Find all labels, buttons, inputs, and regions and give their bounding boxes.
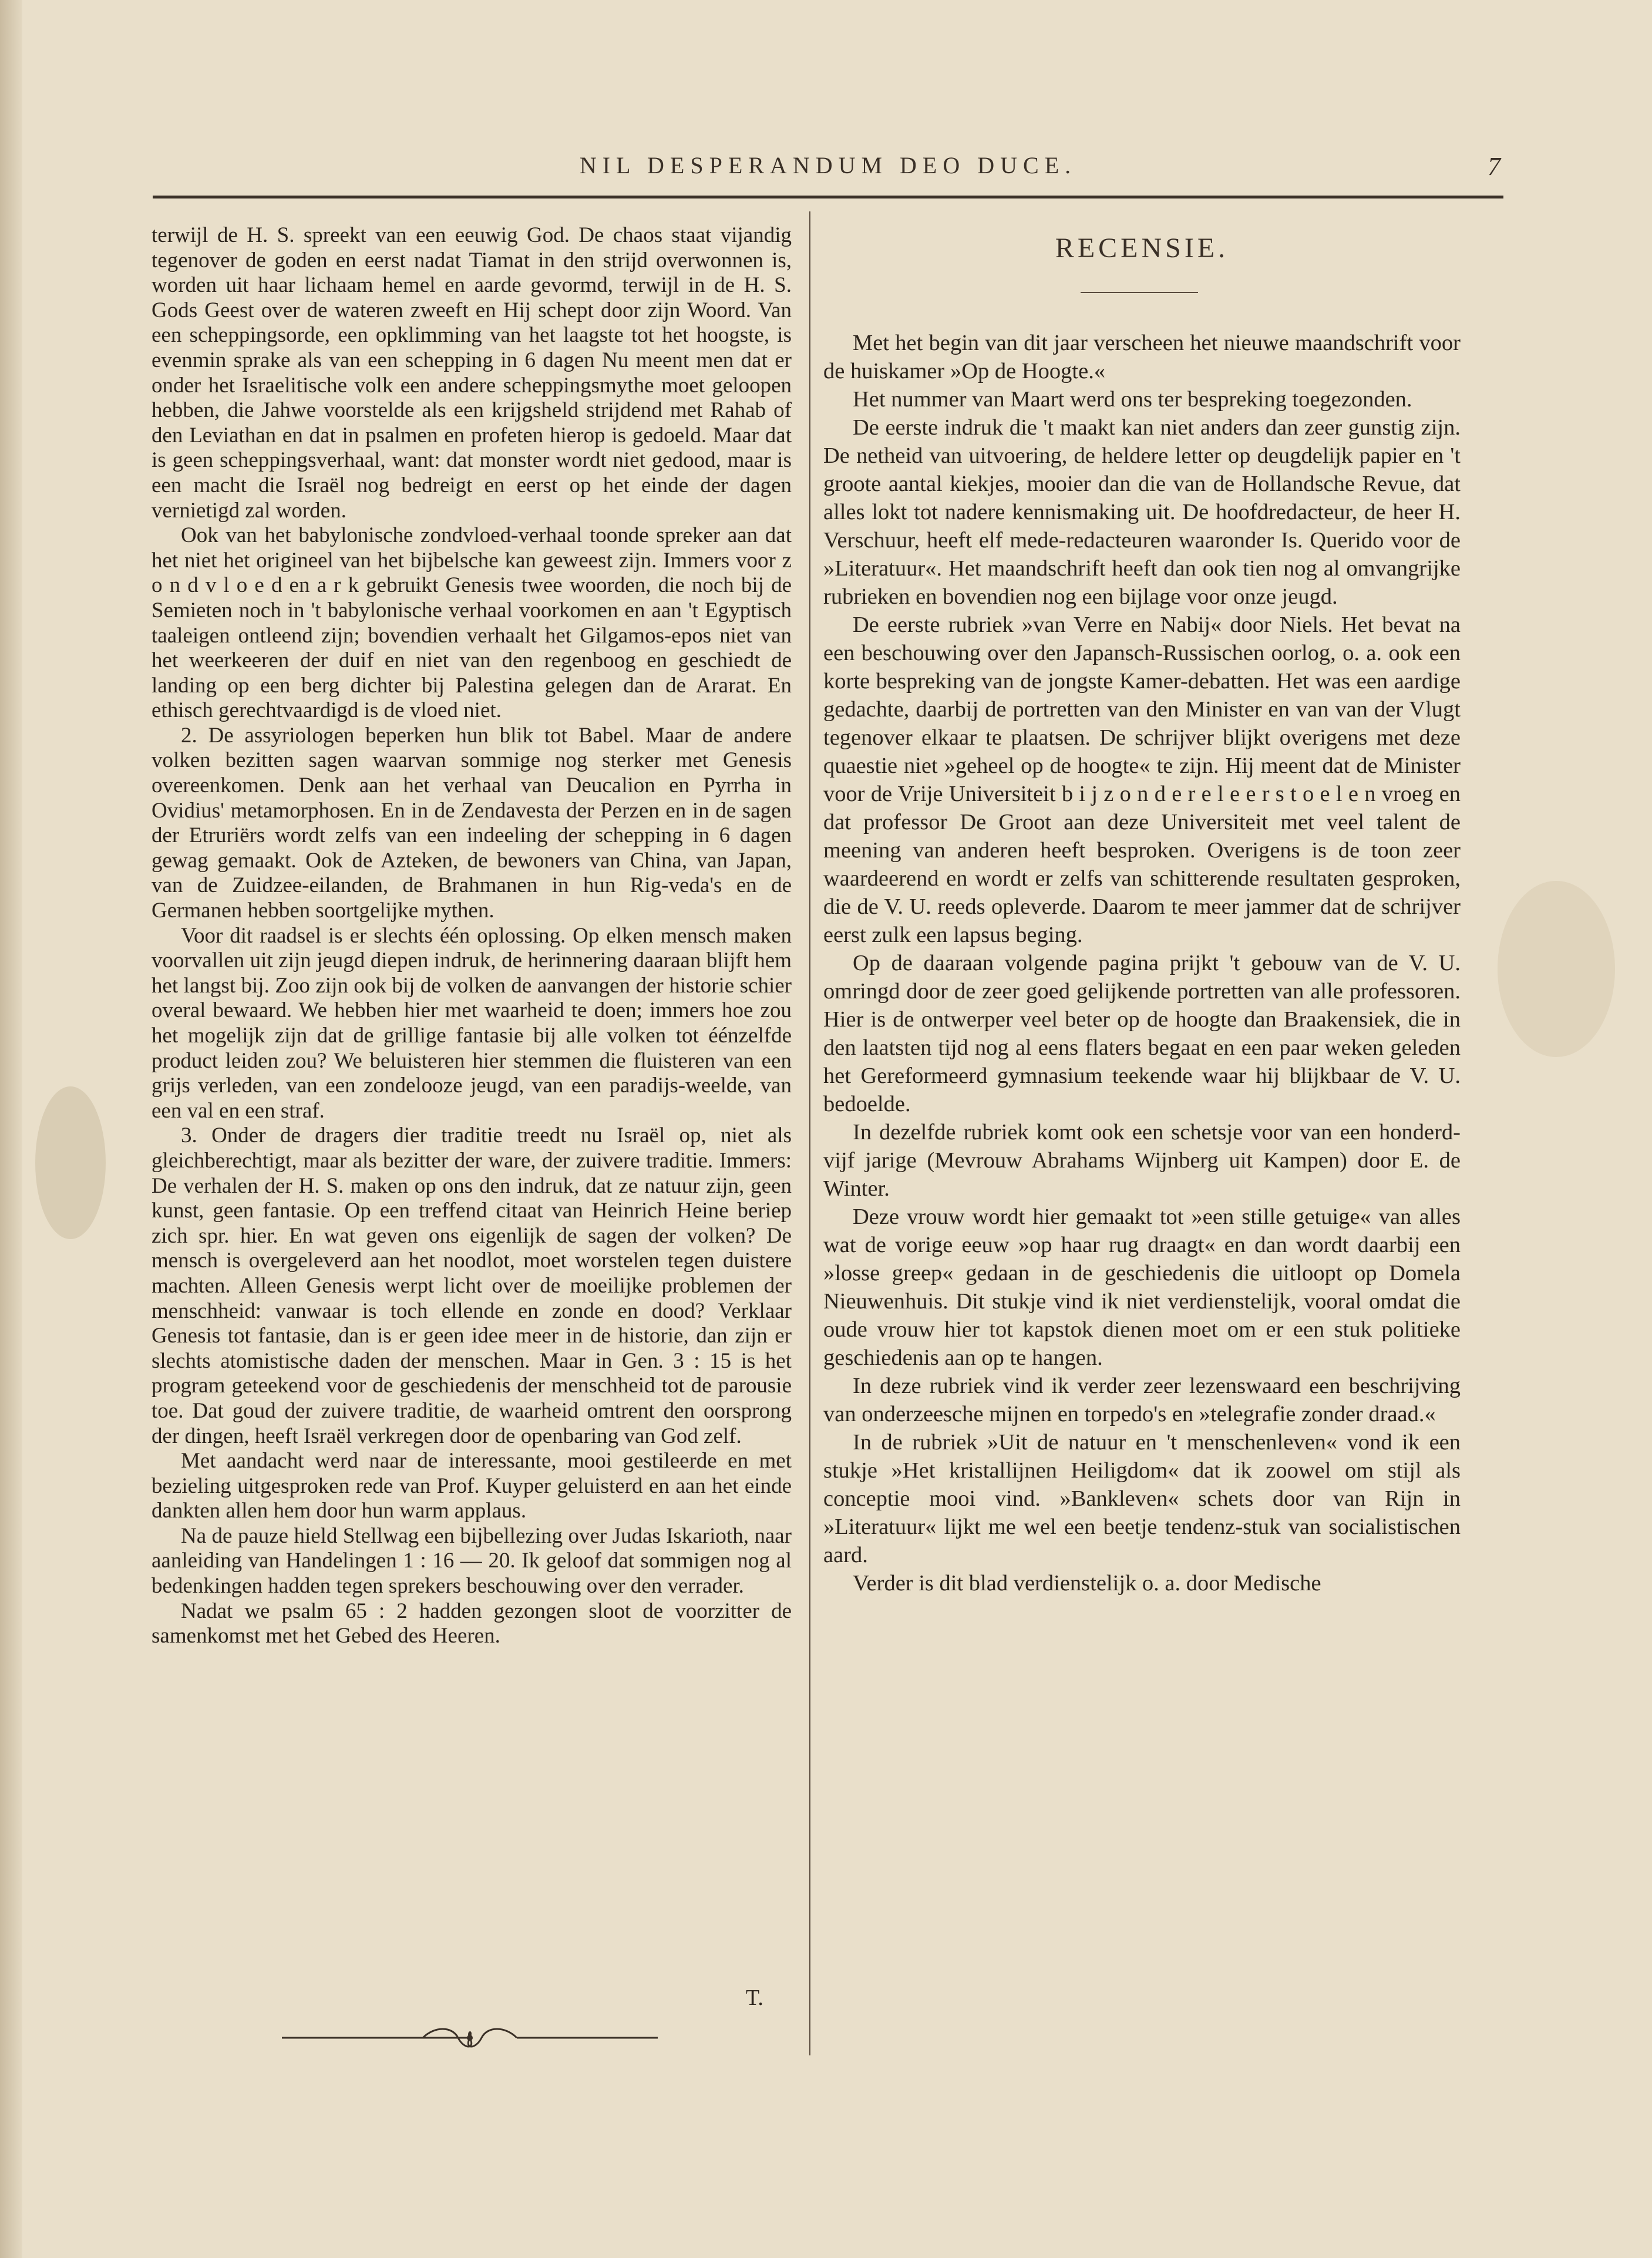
paper-stain <box>35 1086 106 1239</box>
paragraph: Met het begin van dit jaar verscheen het nieuwe maandschrift voor de huiskamer »Op de Hoogte.« <box>823 331 1461 383</box>
right-column <box>823 329 1461 1597</box>
paragraph: terwijl de H. S. spreekt van een eeuwig God. De chaos staat vijandig tegenover de goden en eerst nadat Tiamat in den strijd overwonnen is, worden uit haar lichaam hemel en aarde gevormd, terwijl in de H. S. Gods Geest over de wateren zweeft en Hij schept door zijn Woord. Van een scheppingsorde, een opklimming van het laagste tot het hoogste, is evenmin sprake als van een schepping in 6 dagen Nu meent men dat er onder het Israelitische volk een andere scheppingsmythe moet geloopen hebben, die Jahwe voorstelde als een krijgsheld strijdend met Rahab of den Leviathan en dat in psalmen en profeten hierop is gedoeld. Maar dat is geen scheppingsverhaal, want: dat monster wordt niet gedood, maar is een macht die Israël nog bedreigt en eerst op het einde der dagen vernietigd zal worden. <box>152 223 792 523</box>
paragraph: In de rubriek »Uit de natuur en 't menschenleven« vond ik een stukje »Het kristallijnen Heiligdom« dat ik zoowel om stijl als conceptie mooi vind. »Bankleven« schets door van Rijn in »Literatuur« lijkt me wel een beetje tendenz-stuk van socialistischen aard. <box>823 1430 1461 1567</box>
paragraph: Ook van het babylonische zondvloed-verhaal toonde spreker aan dat het niet het origineel van het bijbelsche kan geweest zijn. Immers voor z o n d v l o e d en a r k gebruikt Genesis twee woorden, die noch bij de Semieten noch in 't babylonische verhaal voorkomen en aan 't Egyptisch taaleigen ontleend zijn; bovendien verhaalt het Gilgamos-epos niet van het weerkeeren der duif en niet van den regenboog en geschiedt de landing op een berg dichter bij Palestina gelegen dan de Ararat. En ethisch gerechtvaardigd is de vloed niet. <box>152 523 792 723</box>
paragraph: 2. De assyriologen beperken hun blik tot Babel. Maar de andere volken bezitten sagen waarvan sommige nog sterker met Genesis overeenkomen. Denk aan het verhaal van Deucalion en Pyrrha in Ovidius' metamorphosen. En in de Zendavesta der Perzen en in de sagen der Etruriërs wordt zelfs van een indeeling der schepping in 6 dagen gewag gemaakt. Ook de Azteken, de bewoners van China, van Japan, van de Zuidzee-eilanden, de Brahmanen in hun Rig-veda's en de Germanen hebben soortgelijke mythen. <box>152 723 792 923</box>
paragraph: De eerste indruk die 't maakt kan niet anders dan zeer gunstig zijn. De netheid van uitvoering, de heldere letter op deugdelijk papier en 't groote aantal kiekjes, mooier dan die van de Hollandsche Revue, dat alles lokt tot nadere kennismaking uit. De hoofdredacteur, de heer H. Verschuur, heeft elf mede-redacteuren waaronder Is. Querido voor de »Literatuur«. Het maandschrift heeft dan ook tien nog al omvangrijke rubrieken en bovendien nog een bijlage voor onze jeugd. <box>823 415 1461 609</box>
paragraph: Nadat we psalm 65 : 2 hadden gezongen sloot de voorzitter de samenkomst met het Gebed des Heeren. <box>152 1599 792 1648</box>
paragraph: Voor dit raadsel is er slechts één oplossing. Op elken mensch maken voorvallen uit zijn jeugd diepen indruk, de herinnering daaraan blijft hem het langst bij. Zoo zijn ook bij de volken de aanvangen der historie schier overal bewaard. We hebben hier met waarheid te doen; immers hoe zou het mogelijk zijn dat de grillige fantasie bij alle volken tot éénzelfde product leiden zou? We beluisteren hier stemmen die fluisteren van een grijs verleden, van een zondelooze jeugd, van een paradijs-weelde, van een val en een straf. <box>152 923 792 1123</box>
paragraph: De eerste rubriek »van Verre en Nabij« door Niels. Het bevat na een beschouwing over den Japansch-Russischen oorlog, o. a. ook een korte bespreking van de jongste Kamer-debatten. Het was een aardige gedachte, daarbij de portretten van den Minister en van van der Vlugt tegenover elkaar te plaatsen. De schrijver blijkt overigens met deze quaestie niet »geheel op de hoogte« te zijn. Hij meent dat de Minister voor de Vrije Universiteit b i j z o n d e r e l e e r s t o e l e n vroeg en dat professor De Groot aan deze Universiteit met veel talent de meening van anderen heeft besproken. Overigens is de toon zeer waardeerend en wordt er zelfs van schitterende resultaten gesproken, die de V. U. reeds opleverde. Daarom te meer jammer dat de schrijver eerst zulk een lapsus beging. <box>823 613 1461 947</box>
ornament-divider <box>282 2020 658 2055</box>
paragraph: Na de pauze hield Stellwag een bijbellezing over Judas Iskarioth, naar aanleiding van Handelingen 1 : 16 — 20. Ik geloof dat sommigen nog al bedenkingen hadden tegen sprekers beschouwing over den verrader. <box>152 1523 792 1599</box>
heading-rule <box>1081 292 1198 293</box>
column-divider <box>809 211 810 2055</box>
section-heading: RECENSIE. <box>1055 233 1229 264</box>
paragraph: Verder is dit blad verdienstelijk o. a. door Medische <box>853 1571 1321 1596</box>
page-edge <box>0 0 22 2258</box>
header-rule <box>153 196 1503 198</box>
page-number: 7 <box>1488 152 1500 181</box>
page-header <box>156 152 1500 194</box>
paragraph: Op de daaraan volgende pagina prijkt 't gebouw van de V. U. omringd door de zeer goed gelijkende portretten van alle professoren. Hier is de ontwerper veel beter op de hoogte dan Braakensiek, die in den laatsten tijd nog al eens flaters begaat en een paar weken geleden het Gereformeerd gymnasium teekende waar hij blijkbaar de V. U. bedoelde. <box>823 951 1461 1116</box>
paragraph: Met aandacht werd naar de interessante, mooi gestileerde en met bezieling uitgesproken rede van Prof. Kuyper geluisterd en aan het einde dankten allen hem door hun warm applaus. <box>152 1449 792 1523</box>
paper-stain <box>1498 881 1615 1057</box>
left-column <box>152 223 792 1649</box>
paragraph: In dezelfde rubriek komt ook een schetsje voor van een honderd-vijf jarige (Mevrouw Abrahams Wijnberg uit Kampen) door E. de Winter. <box>823 1120 1461 1201</box>
running-title: NIL DESPERANDUM DEO DUCE. <box>579 152 1077 179</box>
paragraph: Het nummer van Maart werd ons ter bespreking toegezonden. <box>853 387 1412 412</box>
author-signature: T. <box>746 1986 763 2010</box>
paragraph: In deze rubriek vind ik verder zeer lezenswaard een beschrijving van onderzeesche mijnen en torpedo's en »telegrafie zonder draad.« <box>823 1374 1461 1426</box>
paragraph: Deze vrouw wordt hier gemaakt tot »een stille getuige« van alles wat de vorige eeuw »op haar rug draagt« en dan wordt daarbij een »losse greep« gedaan in de geschiedenis die uitloopt op Domela Nieuwenhuis. Dit stukje vind ik niet verdienstelijk, vooral omdat die oude vrouw hier tot kapstok dienen moet om er een stuk politieke geschiedenis aan op te hangen. <box>823 1204 1461 1370</box>
paragraph: 3. Onder de dragers dier traditie treedt nu Israël op, niet als gleichberechtigt, maar als bezitter der ware, der zuivere traditie. Immers: De verhalen der H. S. maken op ons den indruk, dat ze natuur zijn, geen kunst, geen fantasie. Op een treffend citaat van Heinrich Heine beriep zich spr. hier. En wat geven ons eigenlijk de sagen der volken? De mensch is overgeleverd aan het noodlot, moet worstelen tegen duistere machten. Alleen Genesis werpt licht over de moeilijke problemen der menschheid: vanwaar is toch ellende en zonde en dood? Verklaar Genesis tot fantasie, dan is er geen idee meer in de historie, dan zijn er slechts atomistische daden der menschen. Maar in Gen. 3 : 15 is het program geteekend voor de geschiedenis der menschheid tot de parousie toe. Dat goud der zuivere traditie, de waarheid omtrent den oorsprong der dingen, heeft Israël verkregen door de openbaring van God zelf. <box>152 1123 792 1448</box>
